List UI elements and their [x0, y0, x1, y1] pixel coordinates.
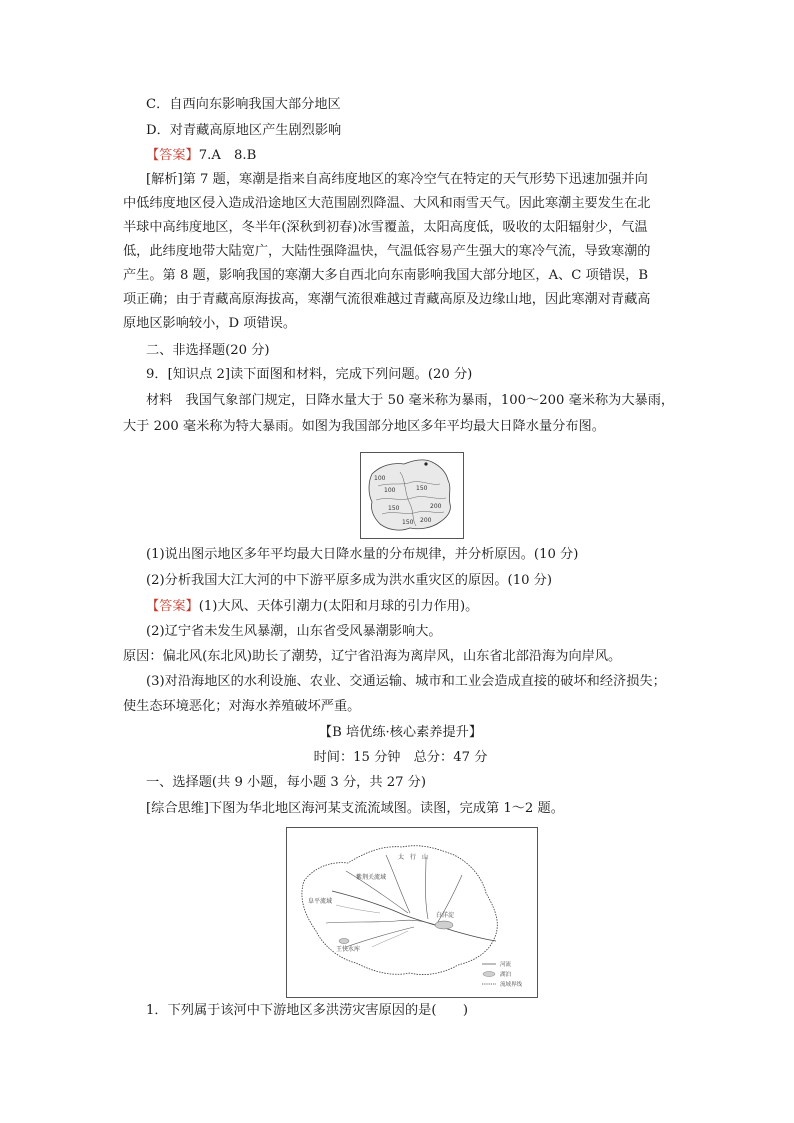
isoline-label: 200 — [430, 503, 442, 510]
material-line: 材料 我国气象部门规定，日降水量大于 50 毫米称为暴雨，100～200 毫米称为大暴雨， — [146, 393, 675, 408]
answer-text: 7.A 8.B — [198, 148, 257, 163]
legend-boundary-label: 流域界线 — [500, 982, 523, 988]
section-b-title: 【B 培优练·核心素养提升】 — [318, 725, 483, 740]
answer-line: (3)对沿海地区的水利设施、农业、交通运输、城市和工业会造成直接的破坏和经济损失； — [146, 674, 666, 689]
river-tributary — [426, 857, 429, 919]
isoline-label: 200 — [420, 517, 432, 524]
legend-river-label: 河流 — [500, 962, 512, 968]
river-outflow — [454, 931, 496, 941]
q6-option-d: D．对青藏高原地区产生剧烈影响 — [146, 123, 342, 138]
analysis-line: 原地区影响较小，D 项错误。 — [123, 316, 297, 331]
answer-line: (2)辽宁省未发生风暴潮，山东省受风暴潮影响大。 — [146, 624, 442, 639]
legend-lake-symbol — [483, 972, 495, 977]
q9-part-2: (2)分析我国大江大河的中下游平原多成为洪水重灾区的原因。(10 分) — [146, 573, 553, 588]
answer-line: 使生态环境恶化；对海水养殖破坏严重。 — [123, 699, 361, 714]
river-tributary — [326, 920, 436, 925]
material-line: 大于 200 毫米称为特大暴雨。如图为我国部分地区多年平均最大日降水量分布图。 — [123, 419, 605, 434]
analysis-line: 项正确；由于青藏高原海拔高，寒潮气流很难越过青藏高原及边缘山地，因此寒潮对青藏高 — [123, 292, 651, 307]
q9-part-1: (1)说出图示地区多年平均最大日降水量的分布规律，并分析原因。(10 分) — [146, 547, 579, 562]
city-dot — [424, 462, 427, 465]
basin-map-figure — [286, 827, 538, 998]
isoline-label: 100 — [384, 487, 396, 494]
river-tributary — [346, 927, 414, 947]
section-b-time: 时间：15 分钟 总分：47 分 — [313, 750, 488, 765]
river-branch — [336, 905, 380, 913]
answer-line: 原因：偏北风(东北风)助长了潮势，辽宁省沿海为离岸风，山东省北部沿海为向岸风。 — [123, 649, 622, 664]
basin-label: 紫荆关流域 — [356, 874, 387, 881]
mountain-label: 太 行 山 — [398, 854, 429, 861]
q78-answer — [146, 145, 678, 167]
reservoir-shape — [339, 939, 349, 944]
section-heading: 二、非选择题(20 分) — [146, 343, 270, 358]
river-tributary — [386, 855, 410, 913]
answer-tag: 【答案】 — [146, 599, 199, 614]
analysis-line: 半球中高纬度地区，冬半年(深秋到初春)冰雪覆盖，太阳高度低，吸收的太阳辐射少，气温 — [123, 220, 648, 235]
answer-tag: 【答案】 — [146, 148, 199, 163]
analysis-line: 中低纬度地区侵入造成沿途地区大范围剧烈降温、大风和雨雪天气。因此寒潮主要发生在北 — [123, 196, 651, 211]
map-intro: [综合思维]下图为华北地区海河某支流流域图。读图，完成第 1～2 题。 — [146, 801, 564, 816]
basin-label: 阜平流域 — [308, 898, 333, 905]
isoline-label: 150 — [388, 505, 400, 512]
question-1: 1．下列属于该河中下游地区多洪涝灾害原因的是( ) — [146, 1003, 468, 1018]
isoline-label: 100 — [374, 475, 386, 482]
reservoir-label: 王快水库 — [336, 946, 361, 953]
analysis-line: [解析]第 7 题，寒潮是指来自高纬度地区的寒冷空气在特定的天气形势下迅速加强并向 — [146, 172, 648, 187]
choice-heading: 一、选择题(共 9 小题，每小题 3 分，共 27 分) — [146, 775, 427, 790]
isoline-label: 150 — [416, 485, 428, 492]
q9-stem: 9．[知识点 2]读下面图和材料，完成下列问题。(20 分) — [146, 367, 473, 382]
rainfall-map-figure — [360, 452, 464, 539]
legend-lake-label: 湖泊 — [500, 972, 512, 978]
answer-text: (1)大风、天体引潮力(太阳和月球的引力作用)。 — [198, 599, 479, 614]
isoline-label: 150 — [402, 519, 414, 526]
basin-boundary — [302, 846, 497, 975]
q6-option-c: C．自西向东影响我国大部分地区 — [146, 97, 341, 112]
lake-shape — [435, 921, 453, 929]
analysis-line: 低，此纬度地带大陆宽广，大陆性强降温快，气温低容易产生强大的寒冷气流，导致寒潮的 — [123, 244, 651, 259]
analysis-line: 产生。第 8 题，影响我国的寒潮大多自西北向东南影响我国大部分地区，A、C 项错误，B — [123, 268, 649, 283]
lake-label: 白洋淀 — [436, 912, 455, 919]
q9-answer — [146, 596, 678, 618]
